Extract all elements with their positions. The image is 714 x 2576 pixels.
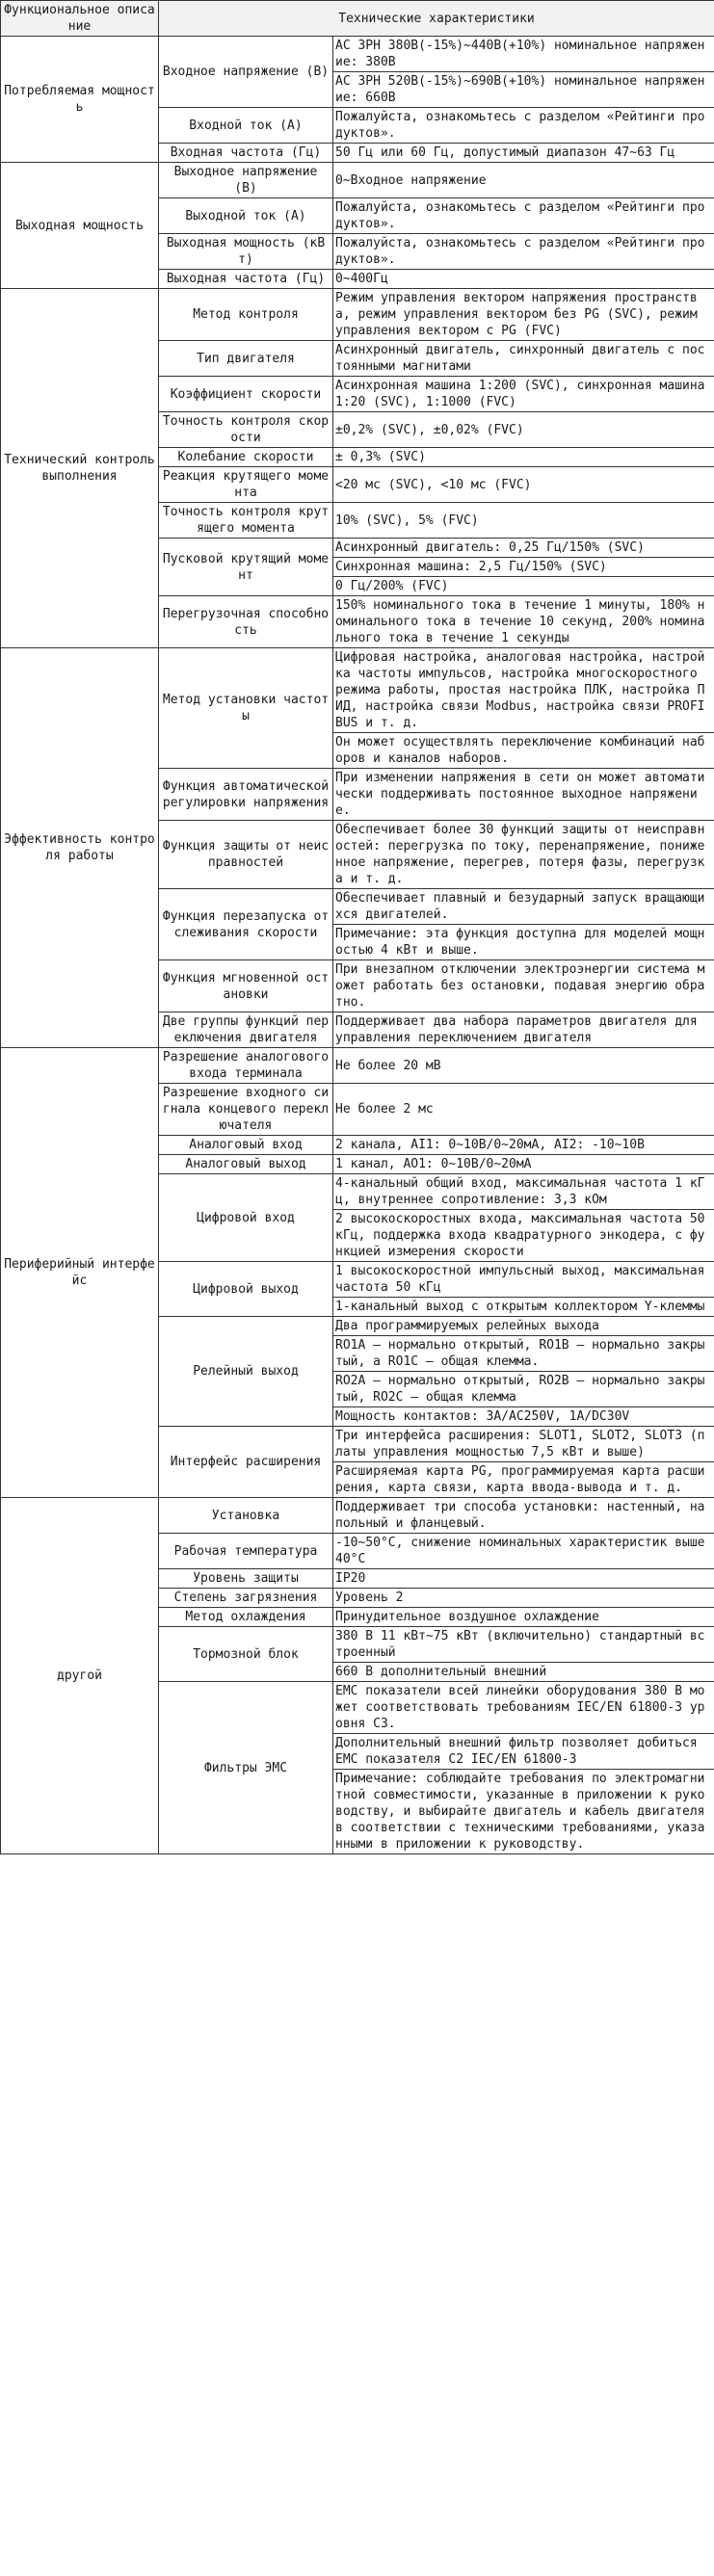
parameter-value: 0~400Гц [333, 270, 714, 289]
parameter-value: EMC показатели всей линейки оборудования 380 В может соответствовать требованиям IEC/EN 61800-3 уровня C3. [333, 1682, 714, 1734]
parameter-value: AC 3PH 520В(-15%)~690В(+10%) номинальное напряжение: 660В [333, 72, 714, 108]
parameter-value: При изменении напряжения в сети он может автоматически поддерживать постоянное выходное напряжение. [333, 769, 714, 821]
parameter-name: Функция перезапуска отслеживания скорости [159, 889, 333, 960]
parameter-value: Примечание: эта функция доступна для моделей мощностью 4 кВт и выше. [333, 925, 714, 960]
parameter-name: Входное напряжение (В) [159, 37, 333, 108]
parameter-value: Режим управления вектором напряжения пространства, режим управления вектором без PG (SVC), режим управления вектором с PG (FVC) [333, 289, 714, 341]
parameter-value: Он может осуществлять переключение комбинаций наборов и каналов наборов. [333, 733, 714, 769]
parameter-name: Точность контроля крутящего момента [159, 503, 333, 539]
parameter-name: Входной ток (А) [159, 108, 333, 144]
parameter-value: 380 В 11 кВт~75 кВт (включительно) стандартный встроенный [333, 1627, 714, 1663]
parameter-name: Разрешение аналогового входа терминала [159, 1048, 333, 1084]
parameter-name: Цифровой выход [159, 1262, 333, 1317]
parameter-name: Выходная частота (Гц) [159, 270, 333, 289]
parameter-value: ±0,2% (SVC), ±0,02% (FVC) [333, 412, 714, 448]
group-label: другой [1, 1498, 159, 1854]
parameter-name: Метод контроля [159, 289, 333, 341]
parameter-value: Асинхронный двигатель, синхронный двигатель с постоянными магнитами [333, 341, 714, 377]
parameter-value: Принудительное воздушное охлаждение [333, 1608, 714, 1627]
parameter-value: Поддерживает три способа установки: настенный, напольный и фланцевый. [333, 1498, 714, 1534]
group-label: Выходная мощность [1, 163, 159, 289]
parameter-value: Примечание: соблюдайте требования по электромагнитной совместимости, указанные в приложении к руководству, и выбирайте двигатель и кабель двигателя в соответствии с техническими требованиями, указанными в приложении к руководству. [333, 1770, 714, 1854]
parameter-name: Выходной ток (А) [159, 198, 333, 234]
parameter-value: Обеспечивает более 30 функций защиты от неисправностей: перегрузка по току, перенапряжение, пониженное напряжение, перегрев, потеря фазы, перегрузка и т. д. [333, 821, 714, 889]
parameter-value: Не более 2 мс [333, 1084, 714, 1136]
parameter-value: Мощность контактов: 3A/AC250V, 1A/DC30V [333, 1407, 714, 1427]
parameter-value: Цифровая настройка, аналоговая настройка, настройка частоты импульсов, настройка многоскоростного режима работы, простая настройка ПЛК, настройка ПИД, настройка связи Modbus, настройка связи PROFIBUS и т. д. [333, 648, 714, 733]
parameter-name: Точность контроля скорости [159, 412, 333, 448]
group-label: Потребляемая мощность [1, 37, 159, 163]
parameter-value: Два программируемых релейных выхода [333, 1317, 714, 1336]
parameter-value: Обеспечивает плавный и безударный запуск вращающихся двигателей. [333, 889, 714, 925]
parameter-name: Входная частота (Гц) [159, 144, 333, 163]
parameter-value: 0~Входное напряжение [333, 163, 714, 198]
parameter-name: Функция защиты от неисправностей [159, 821, 333, 889]
parameter-name: Релейный выход [159, 1317, 333, 1427]
table-row [1, 648, 714, 733]
parameter-value: Поддерживает два набора параметров двигателя для управления переключением двигателя [333, 1012, 714, 1048]
parameter-value: При внезапном отключении электроэнергии система может работать без остановки, подавая энергию обратно. [333, 960, 714, 1012]
parameter-value: 1-канальный выход с открытым коллектором Y-клеммы [333, 1298, 714, 1317]
parameter-value: Пожалуйста, ознакомьтесь с разделом «Рейтинги продуктов». [333, 198, 714, 234]
parameter-name: Реакция крутящего момента [159, 467, 333, 503]
header-col-specifications: Технические характеристики [159, 1, 714, 37]
parameter-value: Пожалуйста, ознакомьтесь с разделом «Рейтинги продуктов». [333, 234, 714, 270]
parameter-name: Тормозной блок [159, 1627, 333, 1682]
parameter-value: Асинхронный двигатель: 0,25 Гц/150% (SVC) [333, 539, 714, 558]
parameter-value: 1 канал, AO1: 0~10В/0~20мА [333, 1155, 714, 1174]
parameter-value: 2 высокоскоростных входа, максимальная частота 50 кГц, поддержка входа квадратурного энкодера, с функцией измерения скорости [333, 1210, 714, 1262]
parameter-value: IP20 [333, 1569, 714, 1589]
parameter-value: RO2A — нормально открытый, RO2B — нормально закрытый, RO2C — общая клемма [333, 1372, 714, 1407]
parameter-name: Установка [159, 1498, 333, 1534]
parameter-value: RO1A — нормально открытый, RO1B — нормально закрытый, а RO1C — общая клемма. [333, 1336, 714, 1372]
parameter-name: Тип двигателя [159, 341, 333, 377]
parameter-name: Аналоговый вход [159, 1136, 333, 1155]
parameter-name: Разрешение входного сигнала концевого переключателя [159, 1084, 333, 1136]
table-row [1, 37, 714, 72]
parameter-value: 10% (SVC), 5% (FVC) [333, 503, 714, 539]
parameter-name: Рабочая температура [159, 1534, 333, 1569]
parameter-name: Интерфейс расширения [159, 1427, 333, 1498]
parameter-value: Не более 20 мВ [333, 1048, 714, 1084]
parameter-name: Метод охлаждения [159, 1608, 333, 1627]
table-row [1, 1498, 714, 1534]
group-label: Периферийный интерфейс [1, 1048, 159, 1498]
parameter-name: Функция мгновенной остановки [159, 960, 333, 1012]
spec-body [1, 37, 714, 1854]
parameter-name: Коэффициент скорости [159, 377, 333, 412]
parameter-name: Фильтры ЭМС [159, 1682, 333, 1854]
parameter-value: AC 3PH 380В(-15%)~440В(+10%) номинальное напряжение: 380В [333, 37, 714, 72]
group-label: Эффективность контроля работы [1, 648, 159, 1048]
parameter-value: Расширяемая карта PG, программируемая карта расширения, карта связи, карта ввода-вывода и т. д. [333, 1462, 714, 1498]
parameter-value: 660 В дополнительный внешний [333, 1663, 714, 1682]
parameter-value: Синхронная машина: 2,5 Гц/150% (SVC) [333, 558, 714, 577]
parameter-name: Две группы функций переключения двигателя [159, 1012, 333, 1048]
parameter-name: Цифровой вход [159, 1174, 333, 1262]
parameter-name: Уровень защиты [159, 1569, 333, 1589]
parameter-name: Аналоговый выход [159, 1155, 333, 1174]
parameter-name: Выходная мощность (кВт) [159, 234, 333, 270]
parameter-value: ± 0,3% (SVC) [333, 448, 714, 467]
table-row [1, 1048, 714, 1084]
parameter-value: 50 Гц или 60 Гц, допустимый диапазон 47~63 Гц [333, 144, 714, 163]
parameter-name: Степень загрязнения [159, 1589, 333, 1608]
parameter-name: Перегрузочная способность [159, 596, 333, 648]
table-row [1, 289, 714, 341]
parameter-value: 1 высокоскоростной импульсный выход, максимальная частота 50 кГц [333, 1262, 714, 1298]
parameter-value: 150% номинального тока в течение 1 минуты, 180% номинального тока в течение 10 секунд, 200% номинального тока в течение 1 секунды [333, 596, 714, 648]
parameter-value: <20 мс (SVC), <10 мс (FVC) [333, 467, 714, 503]
parameter-value: Пожалуйста, ознакомьтесь с разделом «Рейтинги продуктов». [333, 108, 714, 144]
parameter-value: Дополнительный внешний фильтр позволяет добиться EMC показателя C2 IEC/EN 61800-3 [333, 1734, 714, 1770]
parameter-name: Выходное напряжение (В) [159, 163, 333, 198]
table-row [1, 163, 714, 198]
parameter-value: Асинхронная машина 1:200 (SVC), синхронная машина 1:20 (SVC), 1:1000 (FVC) [333, 377, 714, 412]
parameter-name: Пусковой крутящий момент [159, 539, 333, 596]
parameter-value: 4-канальный общий вход, максимальная частота 1 кГц, внутреннее сопротивление: 3,3 кОм [333, 1174, 714, 1210]
parameter-value: 0 Гц/200% (FVC) [333, 577, 714, 596]
parameter-value: Уровень 2 [333, 1589, 714, 1608]
header-col-description: Функциональное описание [1, 1, 159, 37]
header-row [1, 1, 714, 37]
parameter-value: -10~50°C, снижение номинальных характеристик выше 40°C [333, 1534, 714, 1569]
parameter-name: Функция автоматической регулировки напряжения [159, 769, 333, 821]
parameter-value: 2 канала, AI1: 0~10В/0~20мА, AI2: -10~10В [333, 1136, 714, 1155]
parameter-value: Три интерфейса расширения: SLOT1, SLOT2, SLOT3 (платы управления мощностью 7,5 кВт и выше) [333, 1427, 714, 1462]
parameter-name: Колебание скорости [159, 448, 333, 467]
parameter-name: Метод установки частоты [159, 648, 333, 769]
group-label: Технический контроль выполнения [1, 289, 159, 648]
